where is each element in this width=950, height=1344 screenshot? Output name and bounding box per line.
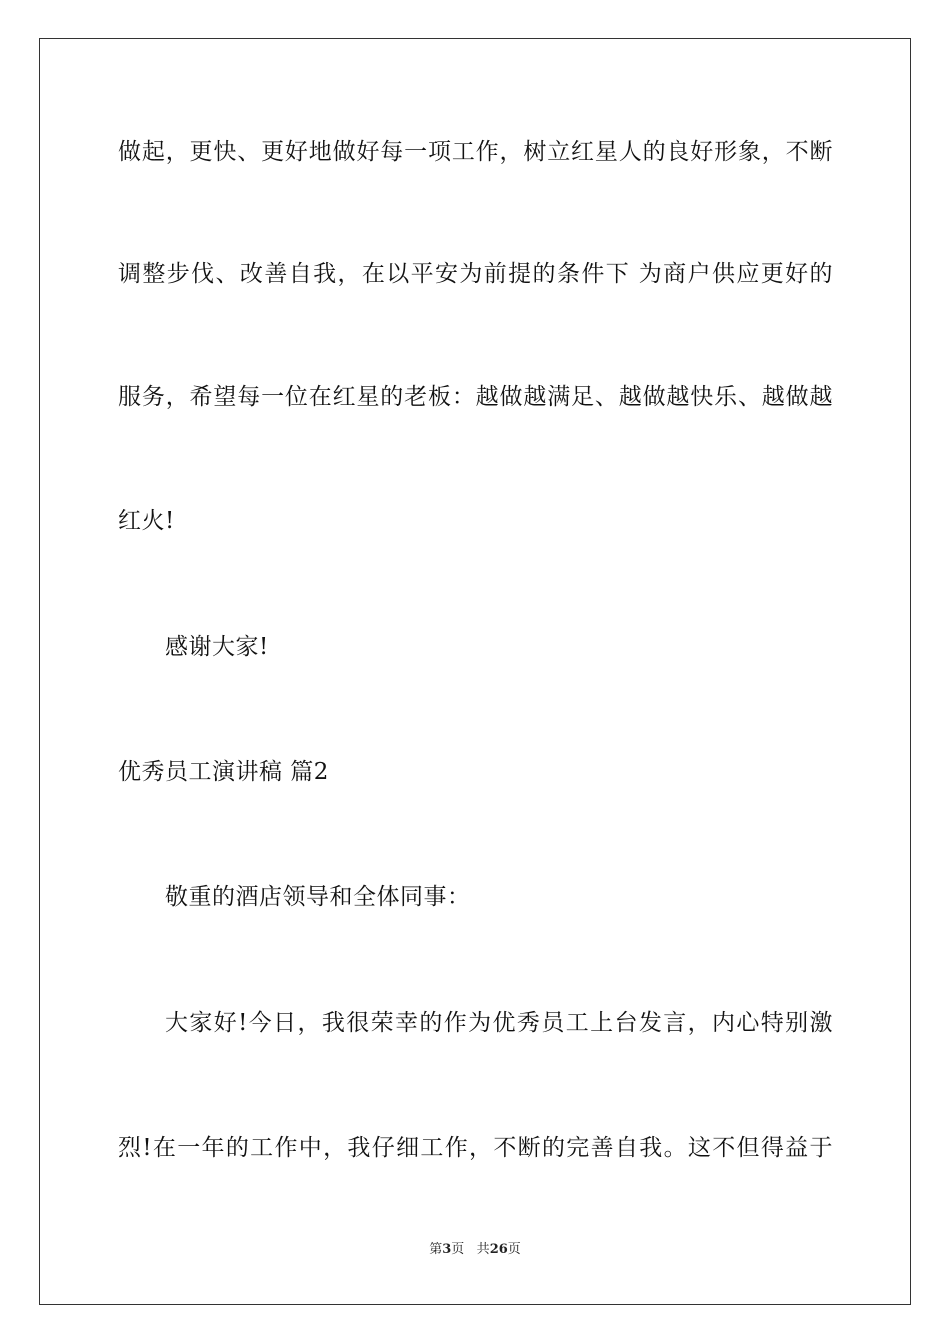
page-footer bbox=[0, 1242, 950, 1258]
body-line-2: 调整步伐、改善自我，在以平安为前提的条件下 为商户供应更好的 bbox=[118, 261, 833, 287]
footer-page-prefix: 第 bbox=[429, 1242, 443, 1257]
body-line-9: 烈!在一年的工作中，我仔细工作，不断的完善自我。这不但得益于 bbox=[118, 1135, 833, 1161]
salutation-line: 敬重的酒店领导和全体同事： bbox=[165, 884, 471, 910]
body-line-8: 大家好!今日，我很荣幸的作为优秀员工上台发言，内心特别激 bbox=[165, 1010, 833, 1036]
section-heading: 优秀员工演讲稿 篇2 bbox=[118, 759, 329, 785]
footer-total-prefix: 共 bbox=[476, 1242, 490, 1257]
page-border bbox=[39, 38, 911, 1305]
footer-page-number: 3 bbox=[442, 1242, 452, 1257]
body-line-3: 服务，希望每一位在红星的老板：越做越满足、越做越快乐、越做越 bbox=[118, 384, 833, 410]
body-line-1: 做起，更快、更好地做好每一项工作，树立红星人的良好形象，不断 bbox=[118, 139, 833, 165]
footer-total-number: 26 bbox=[489, 1242, 508, 1257]
body-line-4: 红火! bbox=[118, 508, 175, 534]
thanks-line: 感谢大家! bbox=[165, 634, 269, 660]
footer-total-suffix: 页 bbox=[507, 1242, 521, 1257]
footer-page-suffix: 页 bbox=[451, 1242, 465, 1257]
